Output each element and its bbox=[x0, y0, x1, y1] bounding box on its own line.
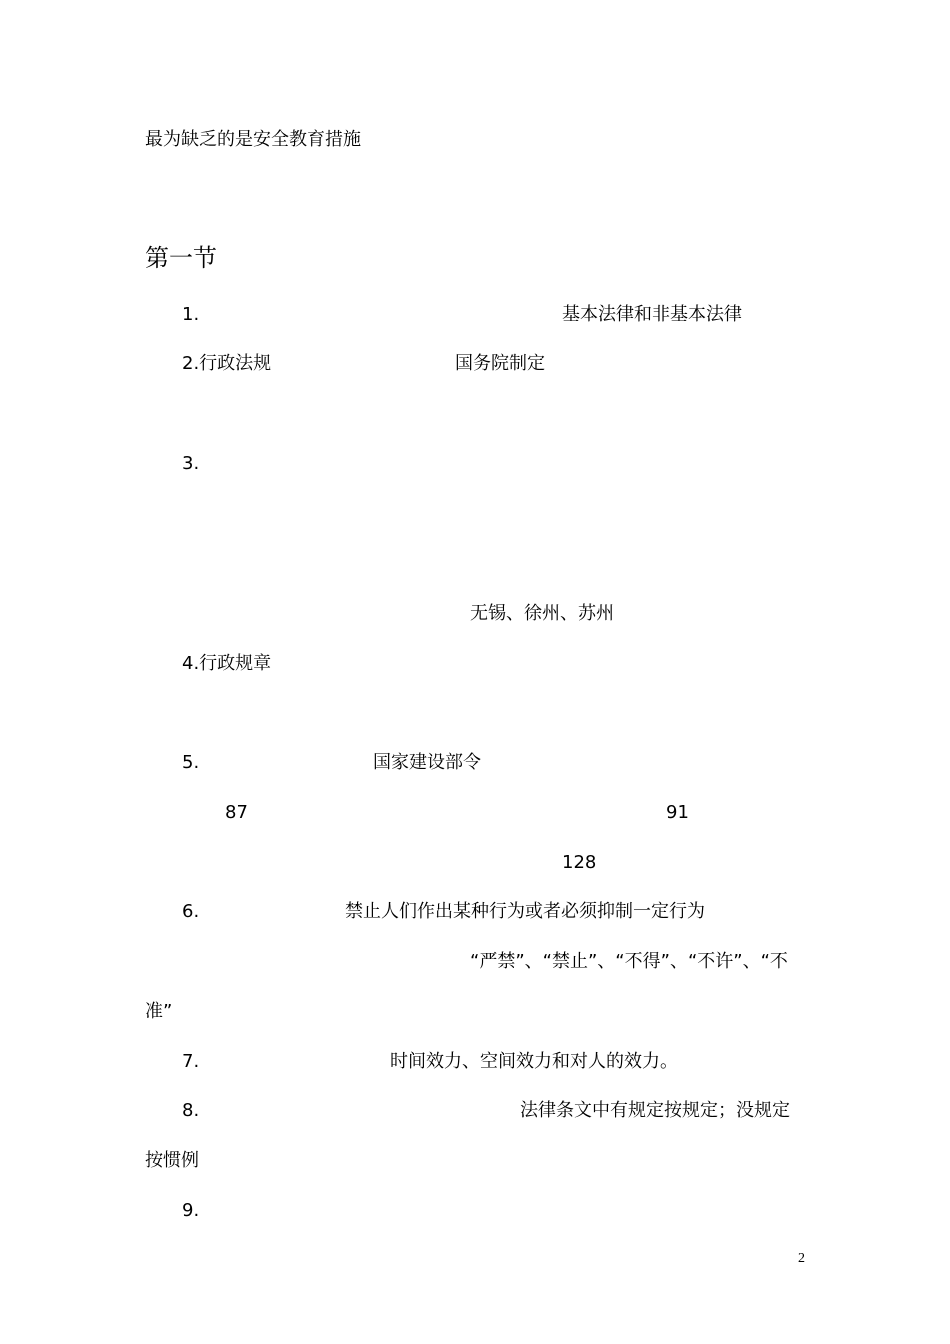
item-6-text: 禁止人们作出某种行为或者必须抑制一定行为 bbox=[345, 901, 705, 922]
item-1-number: 1. bbox=[182, 304, 200, 325]
item-9-number: 9. bbox=[182, 1200, 200, 1221]
item-8-number: 8. bbox=[182, 1100, 200, 1121]
item-7-text: 时间效力、空间效力和对人的效力。 bbox=[390, 1051, 678, 1072]
item-5-number-87: 87 bbox=[225, 802, 248, 823]
item-5-number: 5. bbox=[182, 752, 200, 773]
item-5-number-128: 128 bbox=[562, 852, 597, 873]
item-2-text: 国务院制定 bbox=[455, 353, 545, 374]
section-heading: 第一节 bbox=[145, 244, 217, 272]
item-8-text: 法律条文中有规定按规定；没规定 bbox=[520, 1100, 790, 1121]
item-7-number: 7. bbox=[182, 1051, 200, 1072]
item-6-number: 6. bbox=[182, 901, 200, 922]
intro-line: 最为缺乏的是安全教育措施 bbox=[145, 129, 361, 150]
item-1-text: 基本法律和非基本法律 bbox=[562, 304, 742, 325]
item-4-label: 4.行政规章 bbox=[182, 653, 272, 674]
page-number: 2 bbox=[798, 1251, 805, 1266]
item-6-terms: “严禁”、“禁止”、“不得”、“不许”、“不 bbox=[470, 951, 788, 972]
item-3-number: 3. bbox=[182, 453, 200, 474]
item-5-number-91: 91 bbox=[666, 802, 689, 823]
item-5-text: 国家建设部令 bbox=[373, 752, 481, 773]
item-6-terms-continued: 准” bbox=[145, 1001, 173, 1022]
item-8-continued: 按惯例 bbox=[145, 1150, 199, 1171]
item-2-label: 2.行政法规 bbox=[182, 353, 272, 374]
item-3-text: 无锡、徐州、苏州 bbox=[470, 603, 614, 624]
